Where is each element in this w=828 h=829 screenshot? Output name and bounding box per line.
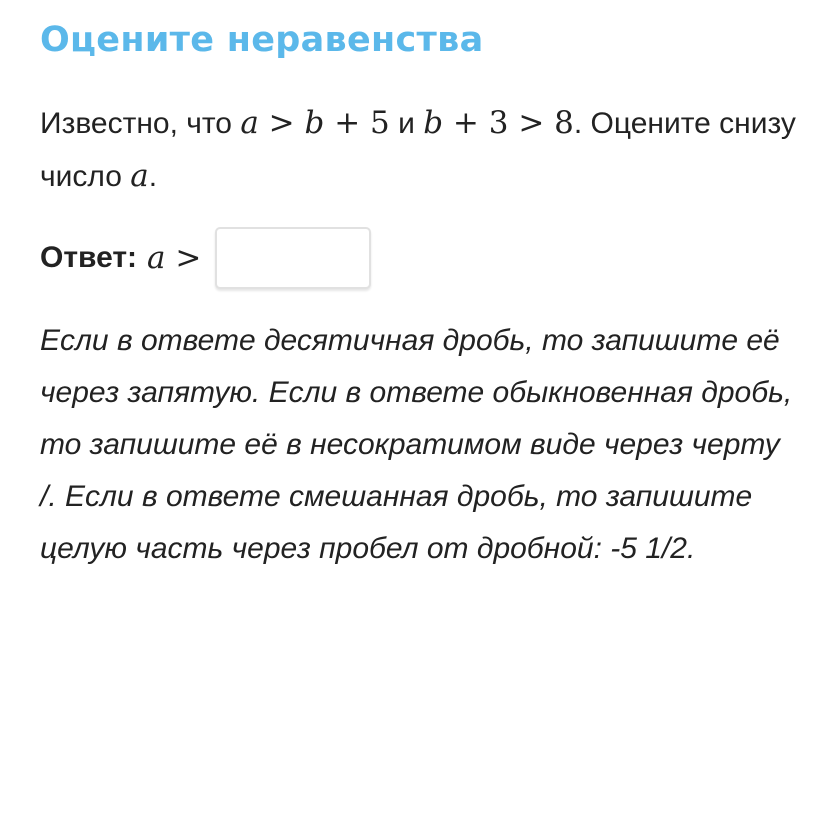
math-var-a: a <box>147 240 166 276</box>
answer-input[interactable] <box>215 227 371 289</box>
inequality-2 <box>423 105 574 141</box>
statement-text: Известно, что <box>40 107 241 140</box>
answer-math <box>147 240 201 276</box>
math-expr: + 5 <box>324 105 390 141</box>
math-var-b: b <box>423 105 444 141</box>
math-var-a: a <box>240 105 259 141</box>
task-title: Оцените неравенства <box>40 20 484 60</box>
math-var-b: b <box>304 105 325 141</box>
statement-text: . Оцените снизу число <box>40 107 796 193</box>
inequality-1 <box>240 105 389 141</box>
math-expr: + 3 > 8 <box>443 105 574 141</box>
math-op: > <box>165 240 202 276</box>
answer-format-hint: Если в ответе десятичная дробь, то запишите её через запятую. Если в ответе обыкновенная дробь, то запишите её в несократимом виде через черту /. Если в ответе смешанная дробь, то запишите целую часть через пробел от дробной: -5 1/2. <box>40 324 793 565</box>
task-card <box>40 18 800 575</box>
task-statement <box>40 97 800 203</box>
answer-label: Ответ: <box>40 241 138 274</box>
math-op: > <box>258 105 305 141</box>
statement-period: . <box>148 160 158 193</box>
statement-conjunction: и <box>389 107 424 140</box>
answer-row <box>40 225 800 291</box>
math-var-a: a <box>130 158 149 194</box>
